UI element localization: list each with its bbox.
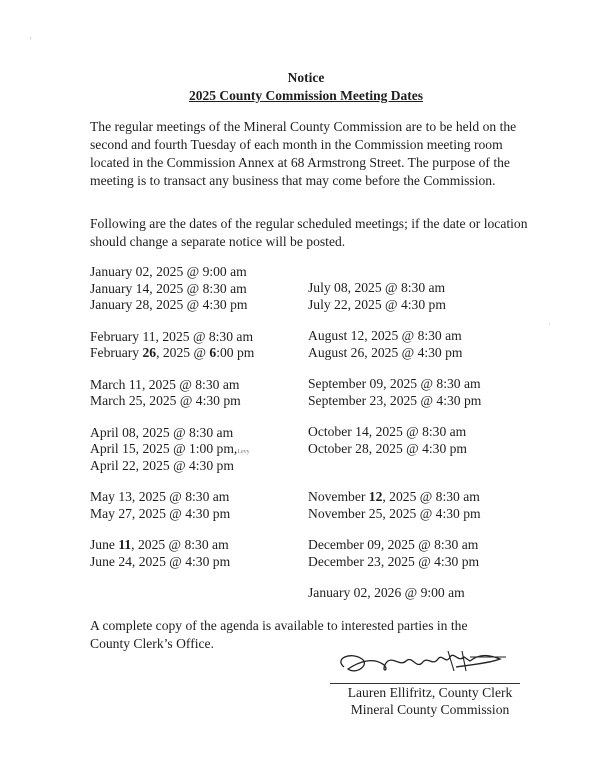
meeting-date: January 14, 2025 @ 8:30 am	[90, 280, 247, 296]
meeting-date: December 23, 2025 @ 4:30 pm	[308, 553, 480, 569]
clerk-signature	[330, 637, 520, 687]
meeting-date: February 26, 2025 @ 6:00 pm	[90, 345, 255, 360]
clerk-block	[330, 684, 530, 718]
meeting-date: September 09, 2025 @ 8:30 am	[308, 376, 481, 391]
scan-speck: ·	[548, 320, 551, 329]
meeting-date: May 27, 2025 @ 4:30 pm	[90, 505, 231, 521]
meeting-date: November 12, 2025 @ 8:30 am	[308, 489, 480, 504]
meeting-dates-left-column	[90, 264, 254, 585]
meeting-date-group	[308, 585, 481, 602]
scan-speck: '	[30, 36, 32, 45]
meeting-date-group	[90, 425, 254, 475]
meeting-date: October 28, 2025 @ 4:30 pm	[308, 440, 468, 456]
meeting-date: January 02, 2025 @ 9:00 am	[90, 264, 247, 279]
meeting-date: April 08, 2025 @ 8:30 am	[90, 424, 234, 440]
notice-title: Notice	[287, 70, 325, 85]
levy-note: Levy	[237, 449, 250, 455]
meeting-date-group	[90, 489, 254, 522]
meeting-date-group	[308, 489, 481, 522]
intro-paragraph: The regular meetings of the Mineral County Commission are to be held on the second and fourth Tuesday of each month in the Commission meeting room located in the Commission Annex at 68 Armstrong Street. The purpose of the meeting is to transact any business that may come before the Commission.	[90, 119, 517, 188]
meeting-date: September 23, 2025 @ 4:30 pm	[308, 392, 482, 408]
meeting-date: January 02, 2026 @ 9:00 am	[308, 585, 465, 600]
meeting-date: November 25, 2025 @ 4:30 pm	[308, 505, 481, 521]
meeting-date: July 22, 2025 @ 4:30 pm	[308, 296, 446, 312]
meeting-date-group	[308, 537, 481, 570]
meeting-date: March 25, 2025 @ 4:30 pm	[90, 393, 241, 408]
meeting-date: May 13, 2025 @ 8:30 am	[90, 489, 230, 504]
meeting-date-group	[308, 328, 481, 361]
following-paragraph: Following are the dates of the regular scheduled meetings; if the date or location should change a separate notice will be posted.	[90, 216, 528, 249]
meeting-date-group	[308, 280, 481, 313]
meeting-date: April 22, 2025 @ 4:30 pm	[90, 457, 234, 473]
meeting-date-group	[308, 424, 481, 457]
meeting-date: February 11, 2025 @ 8:30 am	[90, 328, 254, 344]
meeting-date-group	[90, 264, 254, 314]
meeting-date-group	[90, 377, 254, 410]
meeting-date: June 11, 2025 @ 8:30 am	[90, 537, 229, 552]
meeting-date: June 24, 2025 @ 4:30 pm	[90, 553, 231, 569]
clerk-name: Lauren Ellifritz, County Clerk	[347, 685, 513, 700]
meeting-date: July 08, 2025 @ 8:30 am	[308, 280, 446, 295]
notice-subtitle: 2025 County Commission Meeting Dates	[189, 88, 423, 103]
meeting-dates-right-column	[308, 280, 481, 617]
meeting-date: December 09, 2025 @ 8:30 am	[308, 537, 479, 552]
meeting-date: August 12, 2025 @ 8:30 am	[308, 328, 462, 343]
meeting-date: April 15, 2025 @ 1:00 pm,Levy	[90, 441, 250, 456]
meeting-date: August 26, 2025 @ 4:30 pm	[308, 344, 463, 360]
meeting-date: March 11, 2025 @ 8:30 am	[90, 376, 240, 392]
agenda-footer: A complete copy of the agenda is available to interested parties in the County Clerk’s Office.	[90, 618, 468, 651]
meeting-date-group	[90, 537, 254, 570]
meeting-date-group	[90, 329, 254, 362]
meeting-date: January 28, 2025 @ 4:30 pm	[90, 297, 248, 312]
clerk-organization: Mineral County Commission	[350, 702, 510, 717]
meeting-date: October 14, 2025 @ 8:30 am	[308, 424, 467, 439]
meeting-date-group	[308, 376, 481, 409]
